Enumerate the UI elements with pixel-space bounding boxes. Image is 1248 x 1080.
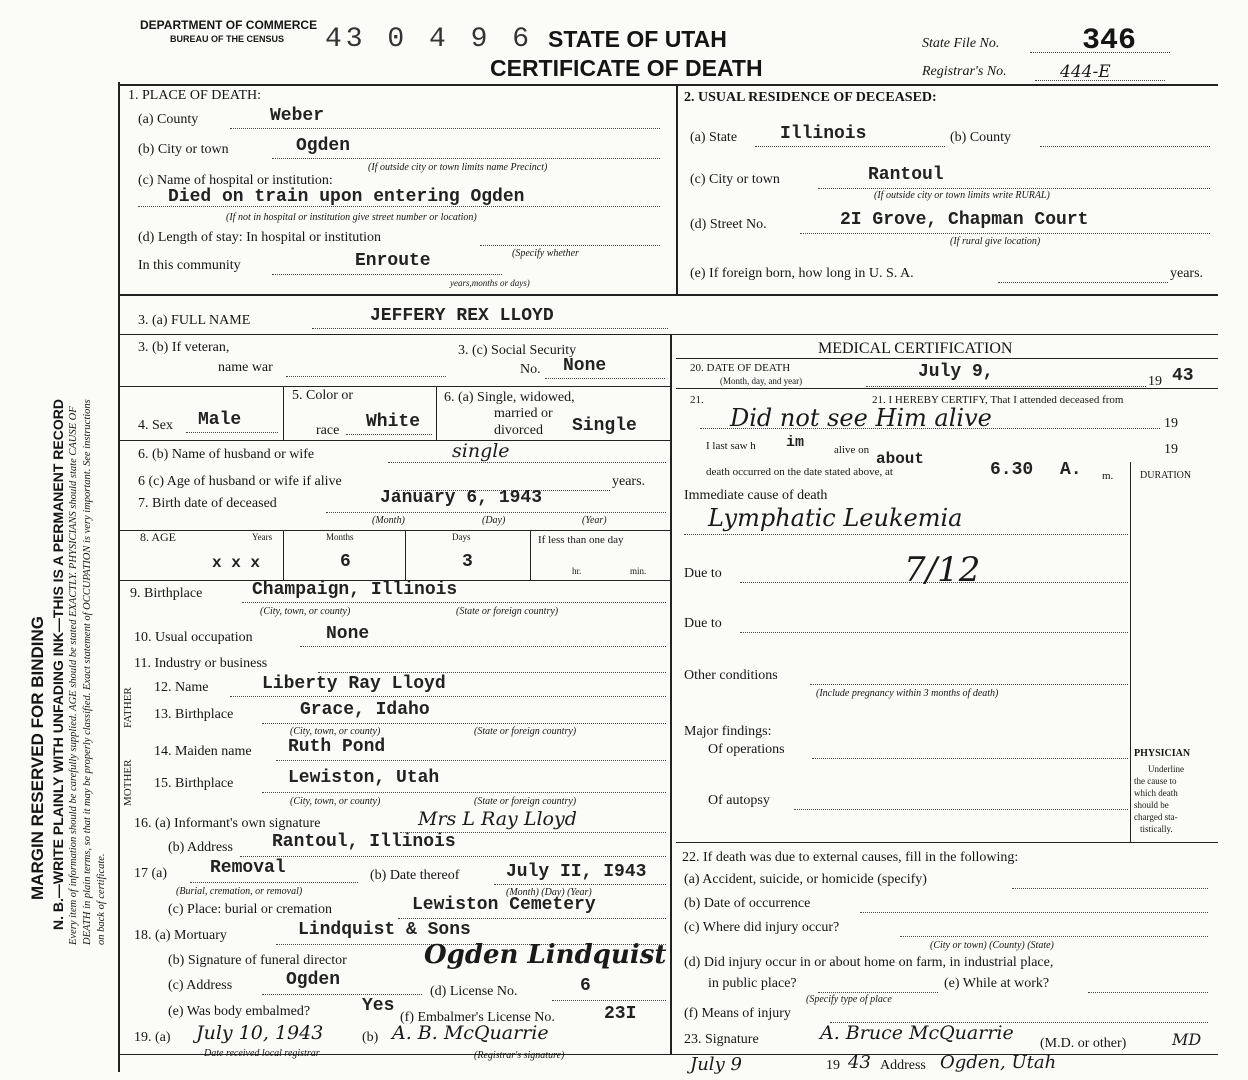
divider-race-marital bbox=[436, 386, 437, 440]
burial-place-line bbox=[398, 918, 666, 919]
autopsy-line bbox=[794, 809, 1128, 810]
divider-after-name bbox=[118, 334, 1218, 335]
accident-line bbox=[1012, 888, 1208, 889]
specify-note-2: years,months or days) bbox=[450, 278, 530, 288]
license-value: 6 bbox=[580, 976, 591, 996]
veteran-label: 3. (b) If veteran, bbox=[138, 340, 230, 355]
industry-line bbox=[318, 672, 666, 673]
full-name-line bbox=[312, 328, 668, 329]
margin-binding-note: MARGIN RESERVED FOR BINDING bbox=[28, 616, 47, 900]
death-city-note: (If outside city or town limits name Precinct) bbox=[368, 162, 548, 173]
margin-write-plainly-note: N. B.—WRITE PLAINLY WITH UNFADING INK—THIS IS A PERMANENT RECORD bbox=[50, 399, 66, 930]
color-race-label: 5. Color or bbox=[292, 388, 354, 403]
public-place-line bbox=[818, 992, 938, 993]
war-label: name war bbox=[218, 360, 273, 375]
mother-birthplace-label: 15. Birthplace bbox=[154, 776, 234, 791]
where-injury-line bbox=[900, 936, 1208, 937]
hospital-value: Died on train upon entering Ogden bbox=[168, 187, 525, 207]
disposal-date-value: July II, I943 bbox=[506, 862, 647, 882]
certify-number: 21. bbox=[690, 394, 704, 406]
res-county-line bbox=[1040, 146, 1210, 147]
specify-note: (Specify whether bbox=[512, 248, 579, 259]
date-of-death-label: 20. DATE OF DEATH bbox=[690, 362, 791, 374]
frame-left bbox=[118, 82, 120, 1072]
signature-year-prefix: 19 bbox=[826, 1058, 840, 1073]
external-causes-label: 22. If death was due to external causes, fill in the following: bbox=[682, 850, 1019, 865]
divider-medical-heading bbox=[676, 358, 1218, 359]
birthplace-line bbox=[242, 602, 666, 603]
informant-address-line bbox=[240, 856, 666, 857]
margin-instruction-2: DEATH in plain terms, so that it may be properly classified. Exact statement of OCCUPATION is very important. See instructions bbox=[82, 399, 93, 945]
birth-year-note: (Year) bbox=[582, 515, 607, 526]
occupation-line bbox=[300, 646, 666, 647]
burial-place-value: Lewiston Cemetery bbox=[412, 895, 596, 915]
alive-on-label: alive on bbox=[834, 444, 870, 456]
informant-address-label: (b) Address bbox=[168, 840, 233, 855]
res-city-value: Rantoul bbox=[868, 165, 944, 185]
physician-note-4: should be bbox=[1134, 800, 1169, 810]
divider-age-days bbox=[530, 530, 531, 580]
date-of-death-note: (Month, day, and year) bbox=[720, 376, 803, 386]
divider-age-top bbox=[118, 530, 670, 531]
due-to-line-2 bbox=[740, 632, 1128, 633]
full-name-label: 3. (a) FULL NAME bbox=[138, 313, 251, 328]
physician-note-3: which death bbox=[1134, 788, 1178, 798]
place-of-death-heading: 1. PLACE OF DEATH: bbox=[128, 88, 262, 103]
md-value: MD bbox=[1172, 1030, 1202, 1049]
due-to-label-1: Due to bbox=[684, 566, 722, 581]
margin-instruction-3: on back of certificate. bbox=[96, 853, 107, 945]
social-security-label: 3. (c) Social Security bbox=[458, 343, 577, 358]
spouse-age-label: 6 (c) Age of husband or wife if alive bbox=[138, 474, 342, 489]
divider-main-columns bbox=[670, 334, 672, 1054]
public-place-label: in public place? bbox=[708, 976, 797, 991]
other-conditions-note: (Include pregnancy within 3 months of death) bbox=[816, 688, 999, 699]
death-m-label: m. bbox=[1102, 470, 1114, 482]
where-injury-note: (City or town) (County) (State) bbox=[930, 940, 1054, 951]
filed-label: 19. (a) bbox=[134, 1030, 171, 1045]
license-label: (d) License No. bbox=[430, 984, 518, 999]
divider-top-sections bbox=[676, 84, 678, 294]
father-name-label: 12. Name bbox=[154, 680, 209, 695]
attended-19: 19 bbox=[1164, 416, 1178, 431]
father-bp-city-note: (City, town, or county) bbox=[290, 726, 381, 737]
last-saw-label: I last saw h bbox=[706, 440, 756, 452]
state-file-number: 346 bbox=[1082, 24, 1137, 58]
while-at-work-line bbox=[1088, 992, 1208, 993]
other-conditions-line bbox=[810, 684, 1128, 685]
birth-date-line bbox=[326, 512, 666, 513]
bureau-label: BUREAU OF THE CENSUS bbox=[170, 34, 285, 44]
race-value: White bbox=[366, 412, 421, 432]
operations-label: Of operations bbox=[708, 742, 785, 757]
type-of-place-note: (Specify type of place bbox=[806, 994, 892, 1005]
physician-note-5: charged sta- bbox=[1134, 812, 1178, 822]
spouse-line bbox=[388, 462, 666, 463]
registrar-signature-note: (Registrar's signature) bbox=[474, 1050, 565, 1061]
marital-label-1: 6. (a) Single, widowed, bbox=[444, 390, 575, 405]
hospital-label: (c) Name of hospital or institution: bbox=[138, 173, 333, 188]
res-street-value: 2I Grove, Chapman Court bbox=[840, 210, 1089, 230]
informant-address-value: Rantoul, Illinois bbox=[272, 832, 456, 852]
foreign-years-label: years. bbox=[1170, 266, 1204, 281]
burial-place-label: (c) Place: burial or cremation bbox=[168, 902, 333, 917]
last-saw-19: 19 bbox=[1164, 442, 1178, 457]
divider-before-external bbox=[676, 842, 1218, 843]
physician-note-6: tistically. bbox=[1140, 824, 1173, 834]
death-county-label: (a) County bbox=[138, 112, 199, 127]
while-at-work-label: (e) While at work? bbox=[944, 976, 1050, 991]
funeral-director-signature: Ogden Lindquist bbox=[424, 940, 667, 970]
hospital-note: (If not in hospital or institution give street number or location) bbox=[226, 212, 477, 223]
registrar-no-label: Registrar's No. bbox=[922, 64, 1007, 79]
certificate-title: CERTIFICATE OF DEATH bbox=[490, 55, 763, 81]
hospital-line bbox=[138, 206, 660, 207]
certify-label: 21. I HEREBY CERTIFY, That I attended deceased from bbox=[872, 394, 1124, 406]
divider-after-residence bbox=[118, 294, 1218, 296]
state-file-label: State File No. bbox=[922, 36, 1000, 51]
birth-month-note: (Month) bbox=[372, 515, 405, 526]
occupation-value: None bbox=[326, 624, 370, 644]
death-am-value: A. bbox=[1060, 460, 1082, 480]
mortuary-value: Lindquist & Sons bbox=[298, 920, 471, 940]
birth-date-label: 7. Birth date of deceased bbox=[138, 496, 277, 511]
res-county-label: (b) County bbox=[950, 130, 1012, 145]
race-label: race bbox=[316, 423, 340, 438]
autopsy-label: Of autopsy bbox=[708, 793, 770, 808]
serial-number: 43 0 4 9 6 bbox=[325, 24, 534, 55]
signature-address-label: Address bbox=[880, 1058, 926, 1073]
death-city-label: (b) City or town bbox=[138, 142, 229, 157]
age-hr-label: hr. bbox=[572, 566, 582, 576]
mother-name-line bbox=[276, 760, 666, 761]
duration-header: DURATION bbox=[1140, 470, 1192, 481]
marital-label-2: married or bbox=[494, 406, 553, 421]
father-birthplace-line bbox=[262, 723, 666, 724]
foreign-born-line bbox=[998, 282, 1168, 283]
mother-name-value: Ruth Pond bbox=[288, 737, 386, 757]
sex-value: Male bbox=[198, 410, 242, 430]
signature-date: July 9 bbox=[690, 1054, 742, 1075]
where-injury-label: (c) Where did injury occur? bbox=[684, 920, 840, 935]
res-city-note: (If outside city or town limits write RURAL) bbox=[874, 190, 1050, 201]
spouse-age-years: years. bbox=[612, 474, 646, 489]
mother-tag: MOTHER bbox=[122, 759, 134, 806]
divider-after-veteran bbox=[118, 386, 670, 387]
mortuary-label: 18. (a) Mortuary bbox=[134, 928, 227, 943]
residence-heading: 2. USUAL RESIDENCE OF DECEASED: bbox=[684, 90, 937, 105]
attended-line bbox=[700, 428, 1160, 429]
mother-birthplace-value: Lewiston, Utah bbox=[288, 768, 440, 788]
ss-line bbox=[545, 378, 665, 379]
about-value: about bbox=[876, 450, 925, 468]
funeral-director-label: (b) Signature of funeral director bbox=[168, 953, 347, 968]
res-street-line bbox=[800, 233, 1210, 234]
filed-date: July 10, 1943 bbox=[196, 1022, 324, 1044]
mortuary-address-label: (c) Address bbox=[168, 978, 233, 993]
age-years-value: x x x bbox=[212, 554, 261, 572]
major-findings-label: Major findings: bbox=[684, 724, 772, 739]
age-years-header: Years bbox=[252, 532, 273, 542]
department-label: DEPARTMENT OF COMMERCE bbox=[140, 18, 318, 32]
death-time-value: 6.30 bbox=[990, 460, 1034, 480]
age-months-header: Months bbox=[326, 532, 354, 542]
divider-duration-column bbox=[1130, 462, 1131, 842]
disposal-value: Removal bbox=[210, 858, 286, 878]
embalmed-label: (e) Was body embalmed? bbox=[168, 1004, 311, 1019]
stay-label: (d) Length of stay: In hospital or institution bbox=[138, 230, 382, 245]
date-of-death-value: July 9, bbox=[918, 362, 994, 382]
death-county-line bbox=[230, 128, 660, 129]
signature-year: 43 bbox=[848, 1052, 871, 1073]
mother-name-label: 14. Maiden name bbox=[154, 744, 252, 759]
industry-label: 11. Industry or business bbox=[134, 656, 268, 671]
disposal-line bbox=[190, 882, 358, 883]
license-line bbox=[552, 1000, 666, 1001]
immediate-cause-line bbox=[684, 534, 1128, 535]
mother-bp-state-note: (State or foreign country) bbox=[474, 796, 577, 807]
father-name-line bbox=[230, 696, 666, 697]
marital-value: Single bbox=[572, 416, 637, 436]
last-saw-value: im bbox=[786, 434, 805, 451]
marital-label-3: divorced bbox=[494, 423, 543, 438]
accident-label: (a) Accident, suicide, or homicide (specify) bbox=[684, 872, 927, 887]
operations-line bbox=[812, 758, 1128, 759]
res-street-note: (If rural give location) bbox=[950, 236, 1041, 247]
sex-line bbox=[186, 432, 278, 433]
signature-label: 23. Signature bbox=[684, 1032, 759, 1047]
res-city-label: (c) City or town bbox=[690, 172, 780, 187]
community-line bbox=[272, 274, 502, 275]
age-less-day-header: If less than one day bbox=[538, 534, 624, 546]
foreign-born-label: (e) If foreign born, how long in U. S. A. bbox=[690, 266, 914, 281]
disposal-label: 17 (a) bbox=[134, 866, 168, 881]
dod-year-value: 43 bbox=[1172, 366, 1194, 386]
physician-header: PHYSICIAN bbox=[1134, 748, 1191, 759]
divider-after-sex bbox=[118, 440, 670, 441]
embalmer-license-value: 23I bbox=[604, 1004, 637, 1024]
spouse-label: 6. (b) Name of husband or wife bbox=[138, 447, 315, 462]
disposal-date-note: (Month) (Day) (Year) bbox=[506, 887, 592, 898]
immediate-cause-value: Lymphatic Leukemia bbox=[708, 504, 963, 532]
father-tag: FATHER bbox=[122, 687, 134, 728]
divider-age-months bbox=[405, 530, 406, 580]
due-to-value: 7/12 bbox=[904, 550, 981, 590]
father-birthplace-label: 13. Birthplace bbox=[154, 707, 234, 722]
community-label: In this community bbox=[138, 258, 241, 273]
immediate-cause-label: Immediate cause of death bbox=[684, 488, 828, 503]
divider-age-years bbox=[283, 530, 284, 580]
death-occurred-label: death occurred on the date stated above, at bbox=[706, 466, 893, 478]
mother-bp-city-note: (City, town, or county) bbox=[290, 796, 381, 807]
informant-label: 16. (a) Informant's own signature bbox=[134, 816, 321, 831]
occupation-label: 10. Usual occupation bbox=[134, 630, 253, 645]
dod-year-prefix: 19 bbox=[1148, 374, 1162, 389]
disposal-date-line bbox=[494, 884, 666, 885]
due-to-label-2: Due to bbox=[684, 616, 722, 631]
registrar-no-value: 444-E bbox=[1060, 62, 1111, 82]
birth-day-note: (Day) bbox=[482, 515, 506, 526]
age-days-header: Days bbox=[452, 532, 471, 542]
race-line bbox=[346, 434, 432, 435]
divider-after-dod bbox=[676, 388, 1218, 389]
disposal-date-label: (b) Date thereof bbox=[370, 868, 460, 883]
res-state-value: Illinois bbox=[780, 124, 867, 144]
age-label: 8. AGE bbox=[140, 530, 176, 544]
occurrence-label: (b) Date of occurrence bbox=[684, 896, 811, 911]
birthplace-city-note: (City, town, or county) bbox=[260, 606, 351, 617]
res-state-line bbox=[755, 146, 945, 147]
physician-note-1: Underline bbox=[1148, 764, 1184, 774]
full-name-value: JEFFERY REX LLOYD bbox=[370, 306, 554, 326]
stay-line bbox=[480, 245, 660, 246]
mortuary-address-line bbox=[262, 994, 422, 995]
attended-value: Did not see Him alive bbox=[730, 404, 992, 432]
occurrence-line bbox=[860, 912, 1208, 913]
death-city-line bbox=[272, 158, 660, 159]
age-min-label: min. bbox=[630, 566, 647, 576]
birthplace-label: 9. Birthplace bbox=[130, 586, 203, 601]
birthplace-value: Champaign, Illinois bbox=[252, 580, 458, 600]
death-city-value: Ogden bbox=[296, 136, 351, 156]
state-title: STATE OF UTAH bbox=[548, 26, 727, 52]
registrar-signature: A. B. McQuarrie bbox=[392, 1022, 549, 1044]
community-value: Enroute bbox=[355, 251, 431, 271]
embalmer-license-label: (f) Embalmer's License No. bbox=[400, 1010, 555, 1025]
birthplace-state-note: (State or foreign country) bbox=[456, 606, 559, 617]
father-birthplace-value: Grace, Idaho bbox=[300, 700, 430, 720]
medical-heading: MEDICAL CERTIFICATION bbox=[818, 340, 1013, 357]
disposal-note: (Burial, cremation, or removal) bbox=[176, 886, 303, 897]
informant-signature: Mrs L Ray Lloyd bbox=[418, 808, 577, 830]
margin-instruction-1: Every item of information should be carefully supplied. AGE should be stated EXACTLY. PHYSICIANS should state CAUSE OF bbox=[68, 406, 79, 945]
filed-note: Date received local registrar bbox=[204, 1048, 320, 1059]
physician-signature: A. Bruce McQuarrie bbox=[820, 1022, 1014, 1044]
age-days-value: 3 bbox=[462, 552, 473, 572]
registrar-signature-label: (b) bbox=[362, 1030, 379, 1045]
res-state-label: (a) State bbox=[690, 130, 738, 145]
md-label: (M.D. or other) bbox=[1040, 1036, 1127, 1051]
ss-value: None bbox=[563, 356, 607, 376]
home-farm-label: (d) Did injury occur in or about home on farm, in industrial place, bbox=[684, 955, 1054, 970]
res-city-line bbox=[818, 188, 1210, 189]
means-of-injury-label: (f) Means of injury bbox=[684, 1006, 791, 1021]
mother-birthplace-line bbox=[262, 792, 666, 793]
date-of-death-line bbox=[866, 386, 1146, 387]
mortuary-address-value: Ogden bbox=[286, 970, 341, 990]
frame-top bbox=[118, 84, 1218, 86]
ss-no-label: No. bbox=[520, 362, 541, 377]
birth-date-value: January 6, 1943 bbox=[380, 488, 543, 508]
father-bp-state-note: (State or foreign country) bbox=[474, 726, 577, 737]
other-conditions-label: Other conditions bbox=[684, 668, 778, 683]
war-line bbox=[286, 376, 446, 377]
signature-address: Ogden, Utah bbox=[940, 1052, 1057, 1073]
physician-note-2: the cause to bbox=[1134, 776, 1177, 786]
death-county-value: Weber bbox=[270, 106, 325, 126]
age-months-value: 6 bbox=[340, 552, 351, 572]
sex-label: 4. Sex bbox=[138, 418, 173, 433]
embalmed-value: Yes bbox=[362, 996, 395, 1016]
spouse-value: single bbox=[452, 440, 510, 462]
father-name-value: Liberty Ray Lloyd bbox=[262, 674, 446, 694]
divider-sex-race bbox=[283, 386, 284, 440]
res-street-label: (d) Street No. bbox=[690, 217, 767, 232]
